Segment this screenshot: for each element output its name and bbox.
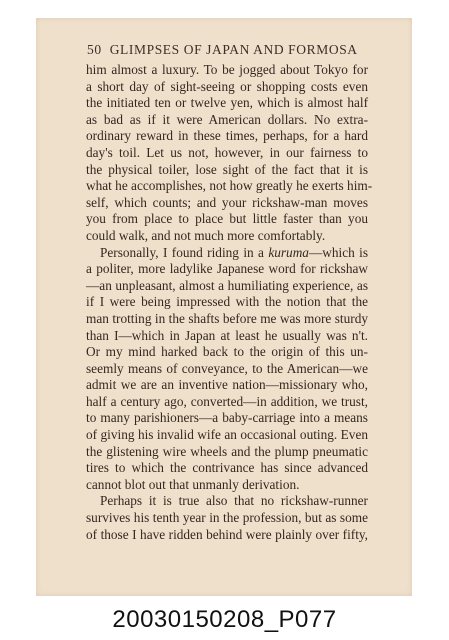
text-line: could walk, and not much more comfortably. [86,227,326,243]
text-line: the initiated ten or twelve yen, which is almost half [86,95,368,111]
text-line: seemly means of conveyance, to the American—we [86,360,368,376]
text-line: to many parishioners—a baby-carriage into a means [86,410,368,426]
text-line: if I were being impressed with the notion that the [86,294,368,310]
text-line: ordinary reward in these times, perhaps, for a hard [86,128,368,144]
text-line: tires to which the contrivance has since advanced [86,460,368,476]
running-head-title: GLIMPSES OF JAPAN AND FORMOSA [109,42,358,57]
text-line: admit we are an inventive nation—missionary who, [86,377,368,393]
text-line: man trotting in the shafts before me was more sturdy [86,310,368,326]
text-line: self, which counts; and your rickshaw-man moves [86,194,368,210]
text-line: him almost a luxury. To be jogged about Tokyo for [86,62,368,77]
text-line: a politer, more ladylike Japanese word for rickshaw [86,261,368,277]
archive-id-label: 20030150208_P077 [112,606,337,633]
text-line: a short day of sight-seeing or shopping costs even [86,78,368,94]
text-line: day's toil. Let us not, however, in our fairness to [86,144,368,160]
text-line: the glistening wire wheels and the plump pneumatic [86,443,368,459]
text-line: half a century ago, converted—in addition, we trust, [86,393,368,409]
page-number: 50 [87,42,102,57]
text-line: the physical toiler, lose sight of the fact that it is [86,161,368,177]
text-line: Personally, I found riding in a kuruma—which is [100,244,368,260]
text-line: than I—which in Japan at least he usually was n't. [86,327,368,343]
text-line: you from place to place but little faster than you [86,211,368,227]
text-line: survives his tenth year in the profession, but as some [86,510,368,526]
text-line: Perhaps it is true also that no rickshaw-runner [100,493,368,509]
text-line: cannot blot out that unmanly derivation. [86,476,300,492]
text-line: —an unpleasant, almost a humiliating experience, as [86,277,368,293]
text-line: of those I have ridden behind were plainly over fifty, [86,526,368,542]
text-line: as bad as if it were American dollars. No extra- [86,111,368,127]
running-header [87,42,358,58]
page-body-text [86,62,373,543]
text-line: of giving his invalid wife an occasional outing. Even [86,427,368,443]
text-line: Or my mind harked back to the origin of this un- [86,344,368,360]
text-line: what he accomplishes, not how greatly he exerts him- [86,178,373,194]
